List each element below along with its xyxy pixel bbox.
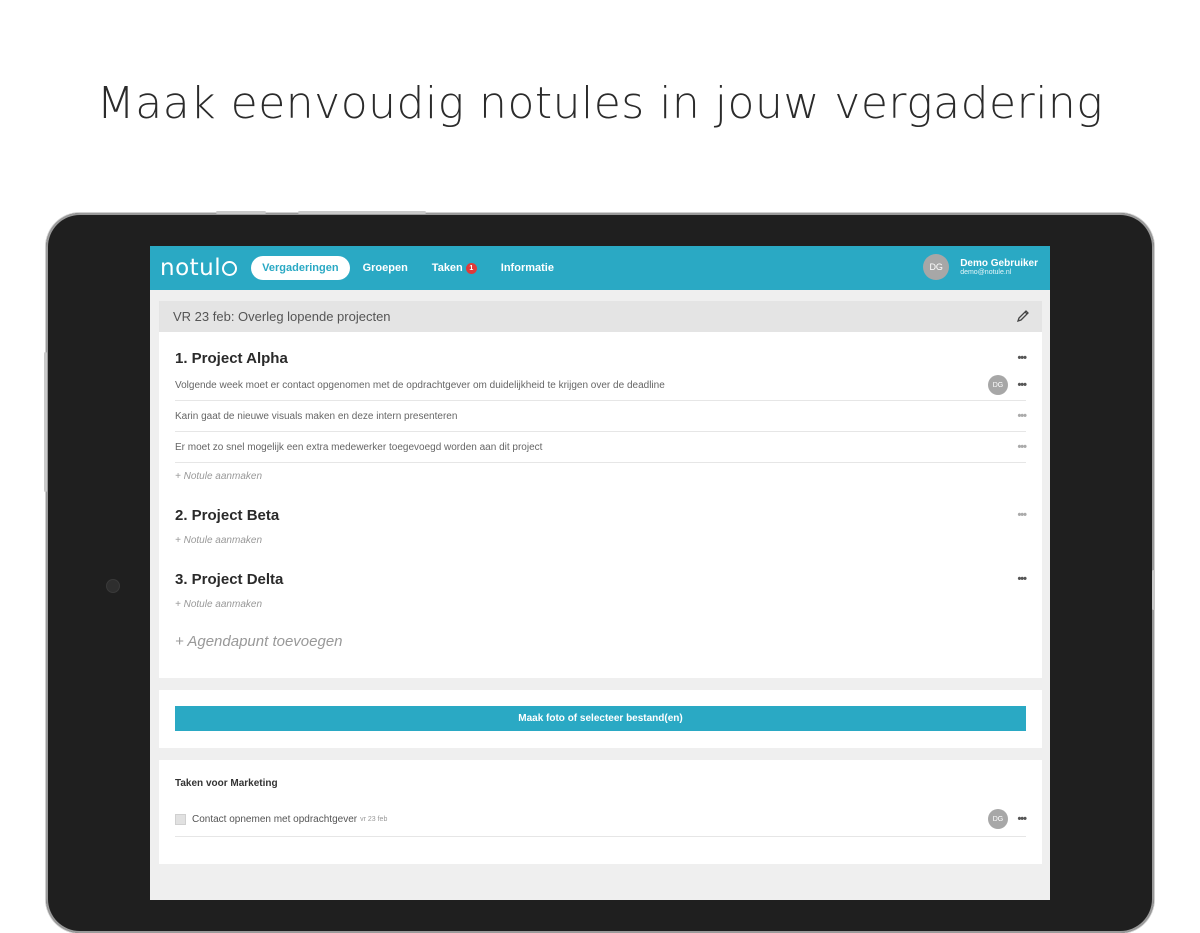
tablet-top-button-left <box>216 211 266 214</box>
user-menu[interactable] <box>923 254 1038 280</box>
tablet-camera <box>107 580 119 592</box>
note-text: Karin gaat de nieuwe visuals maken en deze intern presenteren <box>175 410 458 422</box>
task-checkbox[interactable] <box>175 814 186 825</box>
nav-tab-vergaderingen[interactable]: Vergaderingen <box>251 256 349 280</box>
add-note-link[interactable]: + Notule aanmaken <box>175 598 263 610</box>
nav-tab-taken[interactable]: Taken 1 <box>421 256 488 280</box>
tablet-side-button-left <box>44 352 47 492</box>
ellipsis-icon[interactable]: ••• <box>1017 352 1026 364</box>
assignee-avatar[interactable]: DG <box>988 809 1008 829</box>
upload-photo-button[interactable]: Maak foto of selecteer bestand(en) <box>175 706 1026 731</box>
promo-headline: Maak eenvoudig notules in jouw vergadering <box>96 78 1104 129</box>
task-text: Contact opnemen met opdrachtgever <box>192 813 358 825</box>
add-agenda-item-link[interactable]: + Agendapunt toevoegen <box>175 633 343 650</box>
task-row[interactable] <box>175 802 1026 837</box>
agenda-list <box>159 332 1042 617</box>
logo-check-icon <box>222 261 237 276</box>
tablet-side-button-right <box>1152 570 1155 610</box>
ellipsis-icon[interactable]: ••• <box>1017 410 1026 422</box>
meeting-title: VR 23 feb: Overleg lopende projecten <box>173 309 391 324</box>
upload-card <box>159 690 1042 748</box>
note-row[interactable] <box>175 370 1026 401</box>
agenda-item-title[interactable]: 3. Project Delta ••• <box>175 570 1026 588</box>
ellipsis-icon[interactable]: ••• <box>1017 813 1026 825</box>
ellipsis-icon[interactable]: ••• <box>1017 441 1026 453</box>
nav-tab-groepen[interactable]: Groepen <box>362 262 408 274</box>
nav-tab-informatie[interactable]: Informatie <box>500 262 554 274</box>
pencil-icon[interactable] <box>1016 309 1030 323</box>
note-text: Volgende week moet er contact opgenomen met de opdrachtgever om duidelijkheid te krijgen over de deadline <box>175 379 665 391</box>
agenda-item-title[interactable]: 2. Project Beta ••• <box>175 506 1026 524</box>
note-row[interactable] <box>175 401 1026 432</box>
task-date: vr 23 feb <box>360 815 388 823</box>
app-screen <box>150 246 1050 900</box>
note-row[interactable] <box>175 432 1026 463</box>
meeting-card <box>159 301 1042 678</box>
meeting-header <box>159 301 1042 332</box>
user-name: Demo Gebruiker <box>960 258 1038 269</box>
agenda-item-title[interactable]: 1. Project Alpha ••• <box>175 349 1026 367</box>
tasks-card <box>159 760 1042 864</box>
add-note-link[interactable]: + Notule aanmaken <box>175 470 263 482</box>
user-email: demo@notule.nl <box>960 269 1012 276</box>
ellipsis-icon[interactable]: ••• <box>1017 573 1026 585</box>
ellipsis-icon[interactable]: ••• <box>1017 379 1026 391</box>
top-navbar <box>150 246 1050 290</box>
app-logo[interactable]: notul <box>160 255 237 281</box>
user-avatar[interactable]: DG <box>923 254 949 280</box>
tasks-title: Taken voor Marketing <box>175 778 278 789</box>
add-note-link[interactable]: + Notule aanmaken <box>175 534 263 546</box>
ellipsis-icon[interactable]: ••• <box>1017 509 1026 521</box>
note-text: Er moet zo snel mogelijk een extra medewerker toegevoegd worden aan dit project <box>175 441 543 453</box>
assignee-avatar[interactable]: DG <box>988 375 1008 395</box>
tablet-top-button-right <box>298 211 426 214</box>
tasks-count-badge: 1 <box>466 263 477 274</box>
